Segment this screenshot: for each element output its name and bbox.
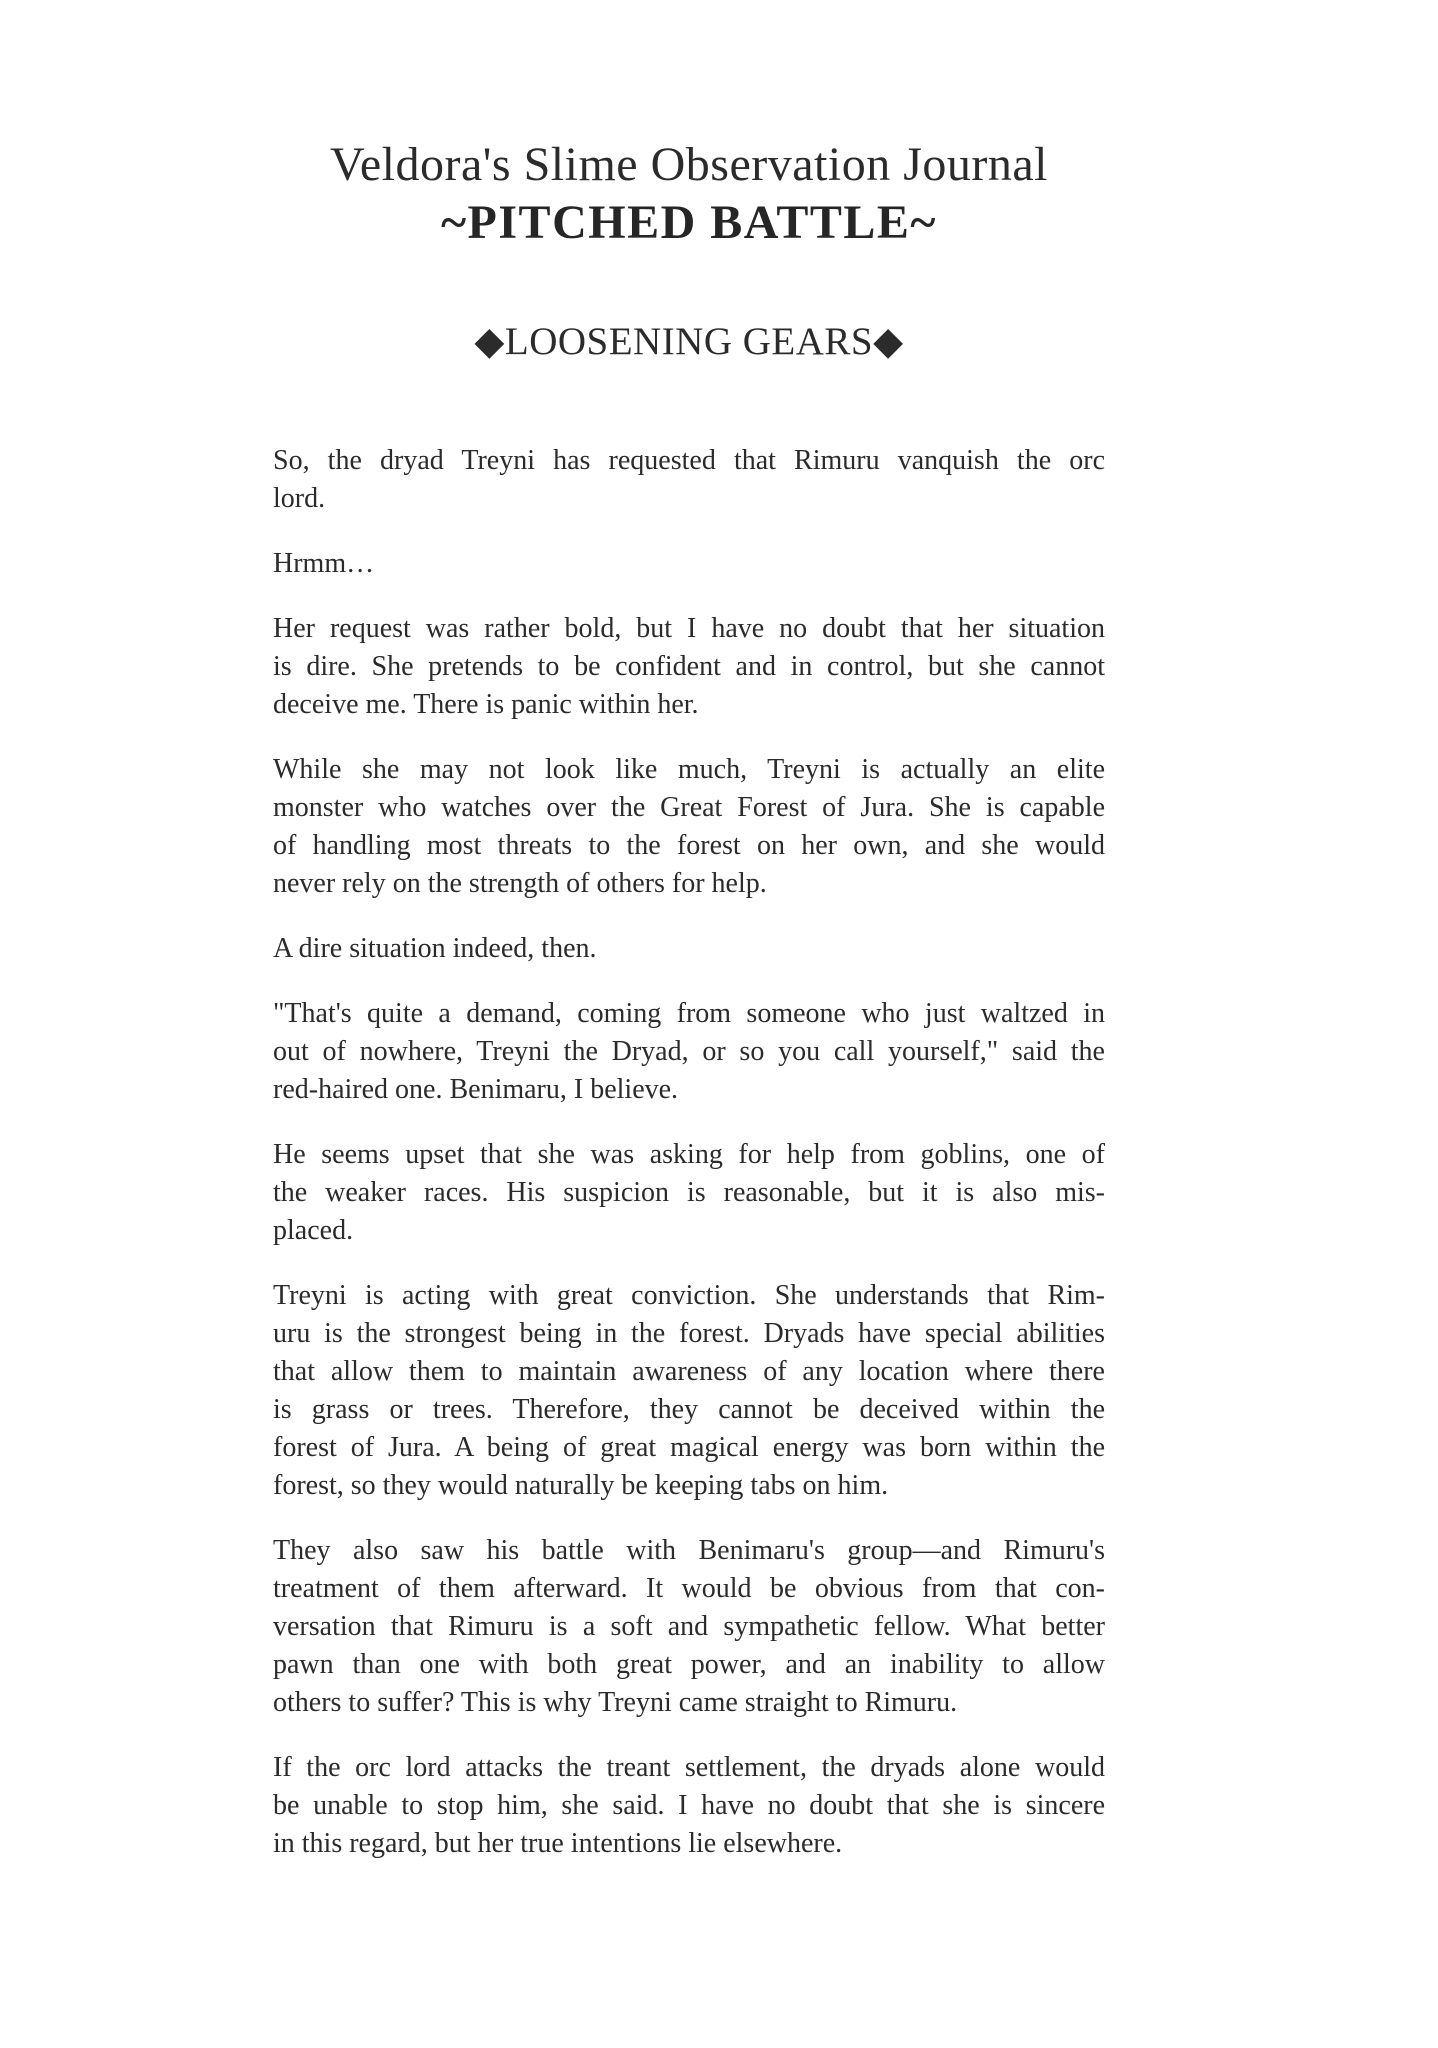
paragraph [273,610,1105,724]
text-line: "That's quite a demand, coming from someone who just waltzed in [273,998,1105,1029]
paragraph [273,442,1105,518]
text-line: the weaker races. His suspicion is reasonable, but it is also mis- [273,1177,1105,1208]
text-line: is grass or trees. Therefore, they cannot be deceived within the [273,1394,1105,1425]
text-line: in this regard, but her true intentions lie elsewhere. [273,1828,843,1859]
text-line: monster who watches over the Great Forest of Jura. She is capable [273,792,1105,823]
text-line: be unable to stop him, she said. I have no doubt that she is sincere [273,1790,1105,1821]
paragraph [273,1532,1105,1722]
text-line: deceive me. There is panic within her. [273,689,699,720]
paragraph [273,930,1105,968]
text-line: is dire. She pretends to be confident and in control, but she cannot [273,651,1105,682]
text-line: lord. [273,483,326,514]
text-line: While she may not look like much, Treyni is actually an elite [273,754,1105,785]
section-heading: ◆LOOSENING GEARS◆ [474,320,904,363]
text-line: forest of Jura. A being of great magical energy was born within the [273,1432,1105,1463]
text-line: out of nowhere, Treyni the Dryad, or so you call yourself," said the [273,1036,1105,1067]
text-line: that allow them to maintain awareness of any location where there [273,1356,1105,1387]
paragraph [273,1749,1105,1863]
text-line: of handling most threats to the forest on her own, and she would [273,830,1105,861]
text-line: A dire situation indeed, then. [273,933,597,964]
paragraph [273,751,1105,903]
text-line: pawn than one with both great power, and an inability to allow [273,1649,1105,1680]
text-line: He seems upset that she was asking for help from goblins, one of [273,1139,1105,1170]
text-line: Hrmm… [273,548,375,579]
paragraph [273,995,1105,1109]
paragraph [273,545,1105,583]
text-line: So, the dryad Treyni has requested that Rimuru vanquish the orc [273,445,1105,476]
body-text [273,442,1105,1863]
journal-title: Veldora's Slime Observation Journal [329,138,1049,191]
text-line: If the orc lord attacks the treant settlement, the dryads alone would [273,1752,1105,1783]
text-line: uru is the strongest being in the forest. Dryads have special abilities [273,1318,1105,1349]
text-line: never rely on the strength of others for help. [273,868,767,899]
paragraph [273,1136,1105,1250]
paragraph [273,1277,1105,1505]
text-line: Treyni is acting with great conviction. She understands that Rim- [273,1280,1105,1311]
page-content-column [273,0,1105,1863]
text-line: forest, so they would naturally be keeping tabs on him. [273,1470,889,1501]
text-line: red-haired one. Benimaru, I believe. [273,1074,679,1105]
text-line: versation that Rimuru is a soft and sympathetic fellow. What better [273,1611,1105,1642]
text-line: Her request was rather bold, but I have no doubt that her situation [273,613,1105,644]
chapter-title: ~PITCHED BATTLE~ [441,196,937,249]
text-line: placed. [273,1215,354,1246]
text-line: They also saw his battle with Benimaru's group—and Rimuru's [273,1535,1105,1566]
text-line: treatment of them afterward. It would be obvious from that con- [273,1573,1105,1604]
text-line: others to suffer? This is why Treyni came straight to Rimuru. [273,1687,958,1718]
